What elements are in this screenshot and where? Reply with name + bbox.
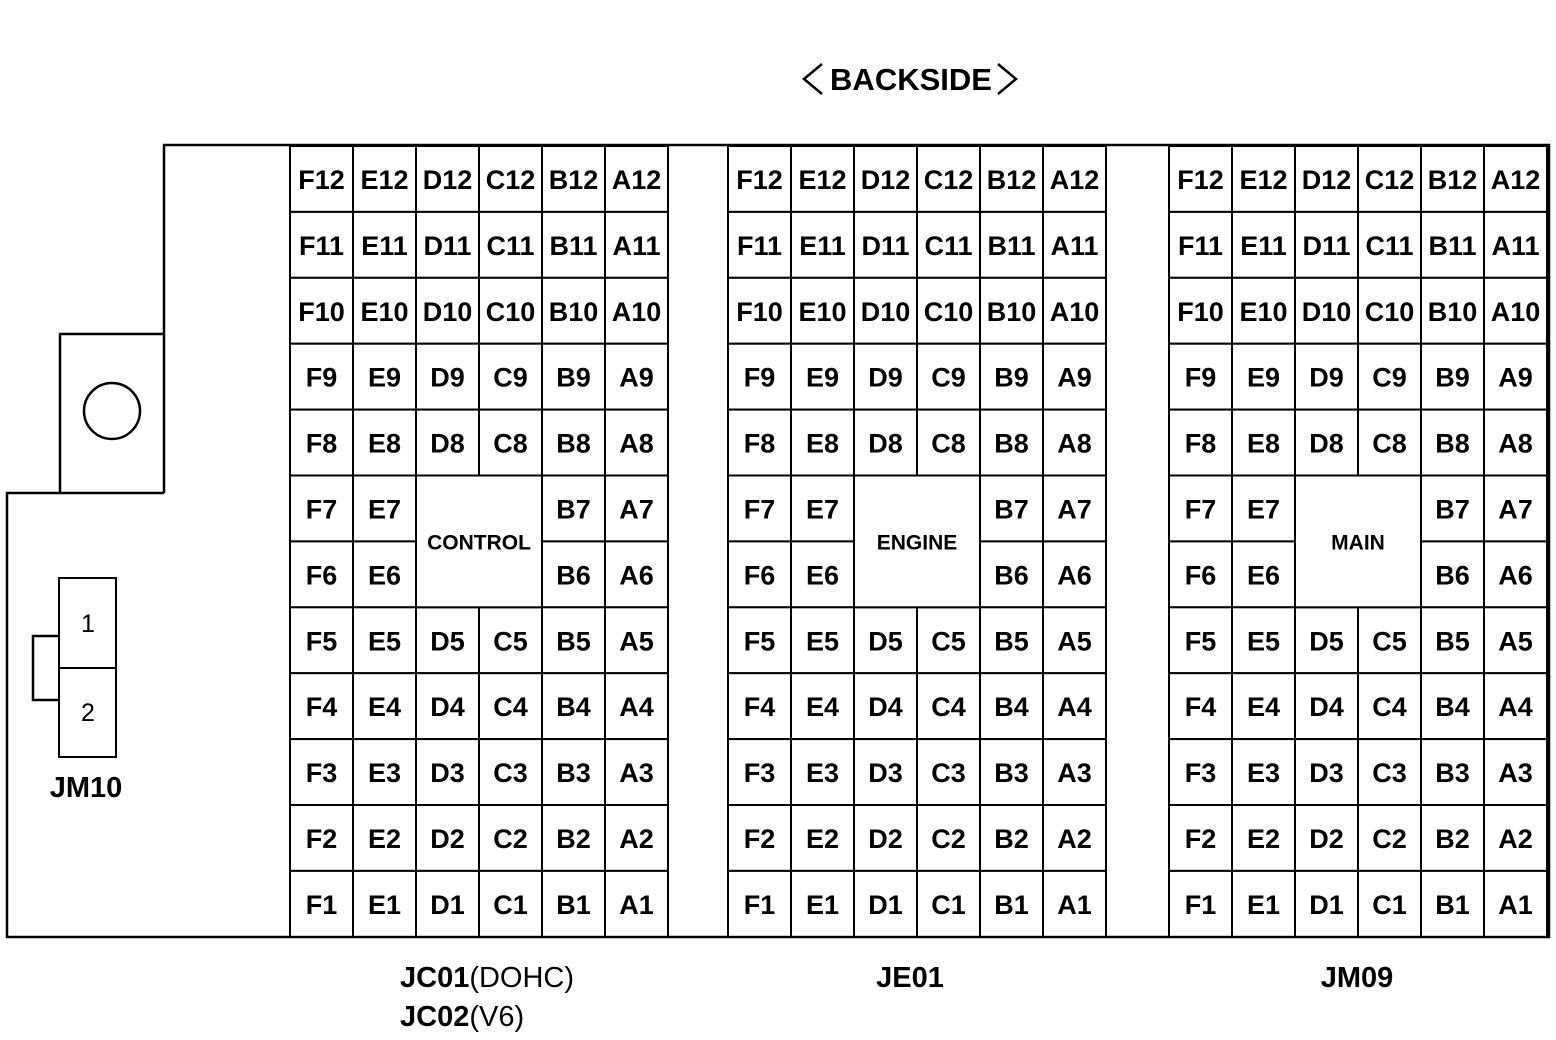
pin-label: D8 bbox=[868, 428, 903, 459]
pin-label: D10 bbox=[422, 296, 473, 327]
pin-label: D9 bbox=[868, 362, 903, 393]
pin-label: C8 bbox=[1372, 428, 1407, 459]
pin-label: E2 bbox=[367, 823, 402, 854]
pin-label: D1 bbox=[1309, 889, 1344, 920]
connector-control bbox=[290, 146, 668, 937]
connector-area-label: CONTROL bbox=[427, 531, 531, 555]
mounting-hole bbox=[84, 383, 140, 439]
pin-label: A6 bbox=[619, 560, 654, 591]
pin-label: B10 bbox=[986, 296, 1037, 327]
pin-label: F6 bbox=[305, 560, 338, 591]
pin-label: A4 bbox=[1057, 692, 1092, 723]
pin-label: C9 bbox=[493, 362, 528, 393]
pin-label: A3 bbox=[1057, 758, 1092, 789]
pin-label: A1 bbox=[1498, 889, 1533, 920]
pin-label: B9 bbox=[1435, 362, 1470, 393]
connector-main bbox=[1169, 146, 1547, 937]
connector-label: JC01(DOHC) bbox=[400, 962, 575, 994]
pin-label: F1 bbox=[1184, 889, 1217, 920]
pin-label: C3 bbox=[1372, 758, 1407, 789]
pin-label: C10 bbox=[1364, 296, 1415, 327]
pin-label: D1 bbox=[430, 889, 465, 920]
pin-label: D8 bbox=[430, 428, 465, 459]
pin-label: D3 bbox=[430, 758, 465, 789]
pin-label: F3 bbox=[743, 758, 776, 789]
pin-label: B10 bbox=[1427, 296, 1478, 327]
pin-label: B8 bbox=[1435, 428, 1470, 459]
pin-label: B2 bbox=[994, 823, 1029, 854]
pin-label: C2 bbox=[1372, 823, 1407, 854]
pin-label: D9 bbox=[430, 362, 465, 393]
pin-label: F9 bbox=[1184, 362, 1217, 393]
pin-label: E10 bbox=[798, 296, 847, 327]
connector-control-labels bbox=[400, 962, 574, 1033]
pin-label: E12 bbox=[360, 164, 409, 195]
pin-label: A5 bbox=[619, 626, 654, 657]
connector-label: JE01 bbox=[876, 962, 944, 994]
pin-label: B9 bbox=[994, 362, 1029, 393]
pin-label: A10 bbox=[611, 296, 662, 327]
pin-label: C11 bbox=[486, 230, 535, 261]
pin-label: A11 bbox=[612, 230, 661, 261]
pin-label: D11 bbox=[423, 230, 472, 261]
pin-label: E6 bbox=[367, 560, 402, 591]
pin-label: B3 bbox=[556, 758, 591, 789]
pin-label: C4 bbox=[1372, 692, 1407, 723]
pin-label: E3 bbox=[805, 758, 840, 789]
pin-label: D12 bbox=[860, 164, 911, 195]
pin-label: B7 bbox=[1435, 494, 1470, 525]
pin-label: B10 bbox=[548, 296, 599, 327]
pin-label: D2 bbox=[430, 823, 465, 854]
pin-label: F10 bbox=[1177, 296, 1224, 327]
title-group bbox=[804, 62, 1016, 97]
pin-label: E2 bbox=[805, 823, 840, 854]
pin-label: B8 bbox=[994, 428, 1029, 459]
connector-engine bbox=[728, 146, 1106, 937]
pin-label: E1 bbox=[367, 889, 402, 920]
relay-pin-1-label: 1 bbox=[81, 610, 95, 638]
pin-label: B3 bbox=[994, 758, 1029, 789]
pin-label: C3 bbox=[931, 758, 966, 789]
pin-label: A7 bbox=[619, 494, 654, 525]
pin-label: F12 bbox=[298, 164, 345, 195]
pin-label: E8 bbox=[805, 428, 840, 459]
pin-label: E9 bbox=[367, 362, 402, 393]
pin-label: E5 bbox=[367, 626, 402, 657]
pin-label: F9 bbox=[305, 362, 338, 393]
pin-label: B2 bbox=[1435, 823, 1470, 854]
pin-label: E11 bbox=[799, 230, 846, 261]
pin-label: A2 bbox=[1498, 823, 1533, 854]
relay-jm10 bbox=[33, 578, 122, 804]
pin-label: C8 bbox=[931, 428, 966, 459]
pin-label: A4 bbox=[1498, 692, 1533, 723]
pin-label: F8 bbox=[305, 428, 338, 459]
pin-label: F3 bbox=[305, 758, 338, 789]
pin-label: F6 bbox=[1184, 560, 1217, 591]
pin-label: A10 bbox=[1049, 296, 1100, 327]
pin-label: E4 bbox=[1246, 692, 1281, 723]
connector-area-label: MAIN bbox=[1331, 531, 1385, 555]
pin-label: E3 bbox=[1246, 758, 1281, 789]
pin-label: E12 bbox=[1239, 164, 1288, 195]
title-right-bracket bbox=[998, 64, 1016, 94]
pin-label: F7 bbox=[743, 494, 776, 525]
pin-label: C8 bbox=[493, 428, 528, 459]
pin-label: B4 bbox=[1435, 692, 1470, 723]
pin-label: B2 bbox=[556, 823, 591, 854]
pin-label: A9 bbox=[1057, 362, 1092, 393]
pin-label: C12 bbox=[485, 164, 536, 195]
pin-label: A6 bbox=[1498, 560, 1533, 591]
pin-label: B5 bbox=[994, 626, 1029, 657]
pin-label: D3 bbox=[868, 758, 903, 789]
title-left-bracket bbox=[804, 64, 822, 94]
pin-label: F5 bbox=[743, 626, 776, 657]
pin-label: A9 bbox=[1498, 362, 1533, 393]
pin-label: B7 bbox=[994, 494, 1029, 525]
pin-label: F10 bbox=[298, 296, 345, 327]
pin-label: C5 bbox=[1372, 626, 1407, 657]
pin-label: B1 bbox=[556, 889, 591, 920]
relay-side-tab bbox=[33, 636, 59, 700]
pin-label: F4 bbox=[1184, 692, 1217, 723]
pin-label: E5 bbox=[805, 626, 840, 657]
pin-label: E9 bbox=[805, 362, 840, 393]
pin-label: A11 bbox=[1491, 230, 1540, 261]
pin-label: F8 bbox=[743, 428, 776, 459]
relay-pin-2-label: 2 bbox=[81, 699, 95, 727]
pin-label: B6 bbox=[994, 560, 1029, 591]
pin-label: C1 bbox=[493, 889, 528, 920]
pin-label: D2 bbox=[1309, 823, 1344, 854]
connector-label: JM09 bbox=[1320, 962, 1394, 994]
pin-label: D12 bbox=[1301, 164, 1352, 195]
pin-label: C1 bbox=[1372, 889, 1407, 920]
pin-label: E9 bbox=[1246, 362, 1281, 393]
pin-label: D5 bbox=[1309, 626, 1344, 657]
pin-label: C1 bbox=[931, 889, 966, 920]
pin-label: B3 bbox=[1435, 758, 1470, 789]
pin-label: F1 bbox=[743, 889, 776, 920]
pin-label: A9 bbox=[619, 362, 654, 393]
pin-label: F10 bbox=[736, 296, 783, 327]
pin-label: A12 bbox=[611, 164, 662, 195]
pin-label: D9 bbox=[1309, 362, 1344, 393]
pin-label: F1 bbox=[305, 889, 338, 920]
pin-label: A10 bbox=[1490, 296, 1541, 327]
pin-label: F4 bbox=[743, 692, 776, 723]
pin-label: B12 bbox=[1427, 164, 1478, 195]
pin-label: F2 bbox=[743, 823, 776, 854]
pin-label: A3 bbox=[1498, 758, 1533, 789]
pin-label: E11 bbox=[361, 230, 408, 261]
pin-label: C11 bbox=[924, 230, 973, 261]
pin-label: C5 bbox=[493, 626, 528, 657]
pin-label: D5 bbox=[868, 626, 903, 657]
pin-label: B4 bbox=[994, 692, 1029, 723]
pin-label: E4 bbox=[805, 692, 840, 723]
pin-label: A1 bbox=[619, 889, 654, 920]
pin-label: C2 bbox=[493, 823, 528, 854]
pin-label: D2 bbox=[868, 823, 903, 854]
pin-label: A2 bbox=[1057, 823, 1092, 854]
pin-label: B6 bbox=[1435, 560, 1470, 591]
pin-label: F2 bbox=[1184, 823, 1217, 854]
pin-label: B5 bbox=[556, 626, 591, 657]
pin-label: C11 bbox=[1365, 230, 1414, 261]
pin-label: B7 bbox=[556, 494, 591, 525]
pin-label: E5 bbox=[1246, 626, 1281, 657]
pin-label: E8 bbox=[367, 428, 402, 459]
pin-label: E4 bbox=[367, 692, 402, 723]
pin-label: B1 bbox=[994, 889, 1029, 920]
pin-label: C4 bbox=[931, 692, 966, 723]
pin-label: E1 bbox=[805, 889, 840, 920]
pin-label: A6 bbox=[1057, 560, 1092, 591]
pin-label: F12 bbox=[736, 164, 783, 195]
pin-label: D11 bbox=[1302, 230, 1351, 261]
pin-label: E10 bbox=[360, 296, 409, 327]
pin-label: C10 bbox=[923, 296, 974, 327]
pin-label: E10 bbox=[1239, 296, 1288, 327]
pin-label: D4 bbox=[1309, 692, 1344, 723]
pin-label: D10 bbox=[1301, 296, 1352, 327]
pin-label: C12 bbox=[1364, 164, 1415, 195]
pin-label: B5 bbox=[1435, 626, 1470, 657]
pin-label: E11 bbox=[1240, 230, 1287, 261]
pin-label: F11 bbox=[1177, 230, 1224, 261]
pin-label: C12 bbox=[923, 164, 974, 195]
pin-label: E1 bbox=[1246, 889, 1281, 920]
relay-name-label: JM10 bbox=[49, 772, 123, 804]
pin-label: C5 bbox=[931, 626, 966, 657]
pin-label: A8 bbox=[1498, 428, 1533, 459]
pin-label: A7 bbox=[1057, 494, 1092, 525]
pin-label: B11 bbox=[549, 230, 598, 261]
pin-label: A12 bbox=[1490, 164, 1541, 195]
pin-label: E7 bbox=[805, 494, 840, 525]
pin-label: E8 bbox=[1246, 428, 1281, 459]
pin-label: B12 bbox=[548, 164, 599, 195]
pin-label: E7 bbox=[367, 494, 402, 525]
pin-label: F11 bbox=[298, 230, 345, 261]
pin-label: F4 bbox=[305, 692, 338, 723]
connector-main-labels bbox=[1321, 962, 1394, 994]
pin-label: B9 bbox=[556, 362, 591, 393]
pin-label: C9 bbox=[931, 362, 966, 393]
pin-label: B6 bbox=[556, 560, 591, 591]
pin-label: F2 bbox=[305, 823, 338, 854]
pin-label: D1 bbox=[868, 889, 903, 920]
pin-label: E3 bbox=[367, 758, 402, 789]
pin-label: D11 bbox=[861, 230, 910, 261]
pin-label: D8 bbox=[1309, 428, 1344, 459]
pin-label: D4 bbox=[430, 692, 465, 723]
pin-label: E6 bbox=[1246, 560, 1281, 591]
pin-label: F3 bbox=[1184, 758, 1217, 789]
pin-label: A4 bbox=[619, 692, 654, 723]
pin-label: A5 bbox=[1498, 626, 1533, 657]
pin-label: F5 bbox=[305, 626, 338, 657]
pin-label: D3 bbox=[1309, 758, 1344, 789]
page-title: BACKSIDE bbox=[830, 62, 992, 97]
pin-label: A12 bbox=[1049, 164, 1100, 195]
pin-label: D10 bbox=[860, 296, 911, 327]
pin-label: A8 bbox=[1057, 428, 1092, 459]
pin-label: B1 bbox=[1435, 889, 1470, 920]
pin-label: A3 bbox=[619, 758, 654, 789]
pin-label: F8 bbox=[1184, 428, 1217, 459]
pin-label: A7 bbox=[1498, 494, 1533, 525]
pin-label: F7 bbox=[305, 494, 338, 525]
pin-label: F9 bbox=[743, 362, 776, 393]
pin-label: F6 bbox=[743, 560, 776, 591]
pin-label: C4 bbox=[493, 692, 528, 723]
pin-label: A11 bbox=[1050, 230, 1099, 261]
pin-label: A8 bbox=[619, 428, 654, 459]
connector-area-label: ENGINE bbox=[876, 531, 958, 555]
pin-label: F12 bbox=[1177, 164, 1224, 195]
pin-label: F7 bbox=[1184, 494, 1217, 525]
pin-label: C9 bbox=[1372, 362, 1407, 393]
pin-label: B4 bbox=[556, 692, 591, 723]
pin-label: B11 bbox=[1428, 230, 1477, 261]
pin-label: A1 bbox=[1057, 889, 1092, 920]
pin-label: A2 bbox=[619, 823, 654, 854]
pin-label: C10 bbox=[485, 296, 536, 327]
pin-label: C2 bbox=[931, 823, 966, 854]
pin-label: B11 bbox=[987, 230, 1036, 261]
pin-label: F5 bbox=[1184, 626, 1217, 657]
pin-label: D5 bbox=[430, 626, 465, 657]
pin-label: D12 bbox=[422, 164, 473, 195]
pin-label: B12 bbox=[986, 164, 1037, 195]
pin-label: E6 bbox=[805, 560, 840, 591]
pin-label: B8 bbox=[556, 428, 591, 459]
pin-label: C3 bbox=[493, 758, 528, 789]
pin-label: E7 bbox=[1246, 494, 1281, 525]
pin-label: E2 bbox=[1246, 823, 1281, 854]
connector-label: JC02(V6) bbox=[400, 1001, 525, 1033]
pin-label: F11 bbox=[736, 230, 783, 261]
pin-label: A5 bbox=[1057, 626, 1092, 657]
pin-label: E12 bbox=[798, 164, 847, 195]
connector-engine-labels bbox=[876, 962, 944, 994]
pin-label: D4 bbox=[868, 692, 903, 723]
